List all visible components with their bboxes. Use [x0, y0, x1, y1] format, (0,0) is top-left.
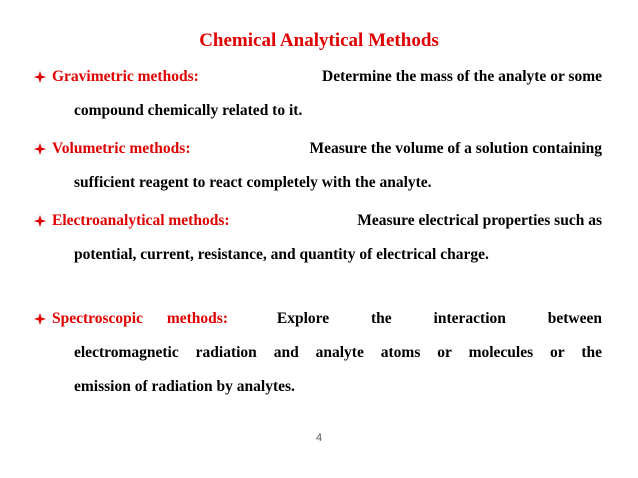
diamond-bullet-icon	[34, 302, 48, 336]
item-keyword: Spectroscopic methods:	[52, 310, 228, 327]
item-line-2: compound chemically related to it.	[74, 102, 303, 119]
slide-title: Chemical Analytical Methods	[199, 30, 439, 51]
diamond-bullet-icon	[34, 204, 48, 238]
item-line-2: potential, current, resistance, and quantity of electrical charge.	[74, 246, 489, 263]
item-line-3: emission of radiation by analytes.	[74, 378, 295, 395]
item-keyword: Gravimetric methods:	[52, 68, 199, 85]
page-number: 4	[315, 432, 323, 444]
item-keyword: Electroanalytical methods:	[52, 212, 230, 229]
item-line-1	[52, 132, 602, 166]
item-line-2: sufficient reagent to react completely with the analyte.	[74, 174, 432, 191]
item-line-1	[52, 204, 602, 238]
list-item-spectroscopic	[52, 302, 602, 404]
item-line-1	[52, 302, 602, 336]
item-line-2: electromagnetic radiation and analyte atoms or molecules or the	[74, 344, 602, 361]
list-item-electroanalytical	[52, 204, 602, 272]
item-line-1	[52, 60, 602, 94]
diamond-bullet-icon	[34, 60, 48, 94]
item-text: Determine the mass of the analyte or some	[322, 68, 602, 85]
list-item-gravimetric	[52, 60, 602, 128]
diamond-bullet-icon	[34, 132, 48, 166]
item-text: Measure electrical properties such as	[357, 212, 602, 229]
item-keyword: Volumetric methods:	[52, 140, 191, 157]
list-item-volumetric	[52, 132, 602, 200]
item-text: Explore the interaction between	[276, 310, 602, 327]
item-text: Measure the volume of a solution containing	[309, 140, 602, 157]
